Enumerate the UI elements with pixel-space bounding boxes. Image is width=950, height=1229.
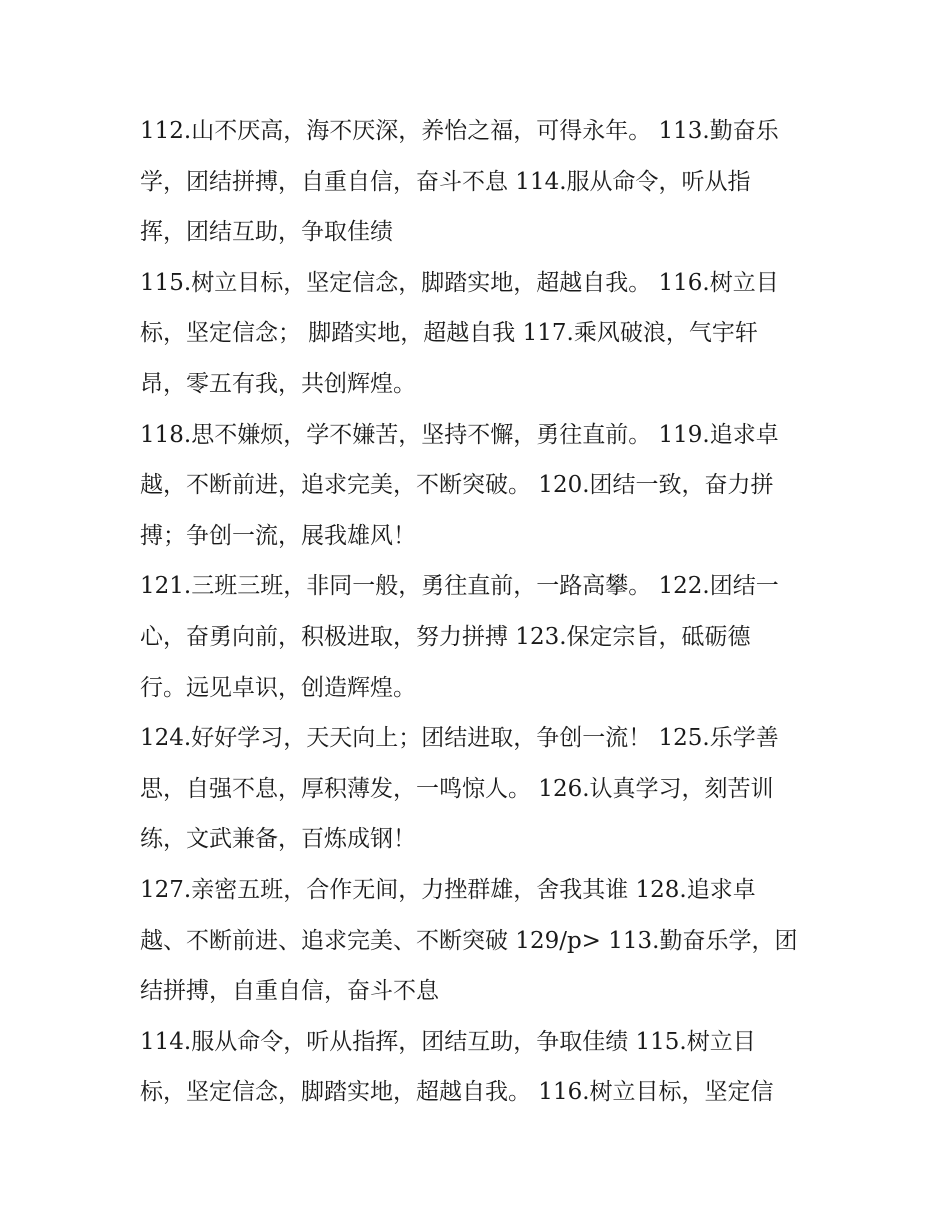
text-line: 搏；争创一流，展我雄风！	[140, 522, 416, 549]
text-line: 标，坚定信念； 脚踏实地，超越自我 117.乘风破浪，气宇轩	[140, 320, 758, 347]
text-line: 标，坚定信念，脚踏实地，超越自我。 116.树立目标，坚定信	[140, 1079, 774, 1106]
document-body	[140, 106, 820, 1118]
text-line: 114.服从命令，听从指挥，团结互助，争取佳绩 115.树立目	[140, 1028, 756, 1055]
text-line: 学，团结拼搏，自重自信，奋斗不息 114.服从命令，听从指	[140, 168, 751, 195]
text-line: 118.思不嫌烦，学不嫌苦，坚持不懈，勇往直前。 119.追求卓	[140, 421, 779, 448]
text-line: 124.好好学习，天天向上；团结进取，争创一流！ 125.乐学善	[140, 725, 779, 752]
text-line: 112.山不厌高，海不厌深，养怡之福，可得永年。 113.勤奋乐	[140, 118, 779, 144]
text-line: 思，自强不息，厚积薄发，一鸣惊人。 126.认真学习，刻苦训	[140, 775, 774, 802]
text-line: 挥，团结互助，争取佳绩	[140, 219, 393, 246]
text-line: 115.树立目标，坚定信念，脚踏实地，超越自我。 116.树立目	[140, 269, 779, 296]
text-line: 练，文武兼备，百炼成钢！	[140, 826, 416, 853]
text-line: 121.三班三班，非同一般，勇往直前，一路高攀。 122.团结一	[140, 573, 779, 600]
text-line: 昂，零五有我，共创辉煌。	[140, 370, 416, 397]
text-line: 越，不断前进，追求完美，不断突破。 120.团结一致，奋力拼	[140, 472, 774, 499]
text-line: 越、不断前进、追求完美、不断突破 129/p> 113.勤奋乐学，团	[140, 927, 798, 954]
text-line: 心，奋勇向前，积极进取，努力拼搏 123.保定宗旨，砥砺德	[140, 623, 751, 650]
text-line: 行。远见卓识，创造辉煌。	[140, 674, 416, 701]
text-line: 结拼搏，自重自信，奋斗不息	[140, 978, 439, 1005]
text-line: 127.亲密五班，合作无间，力挫群雄，舍我其谁 128.追求卓	[140, 876, 756, 903]
